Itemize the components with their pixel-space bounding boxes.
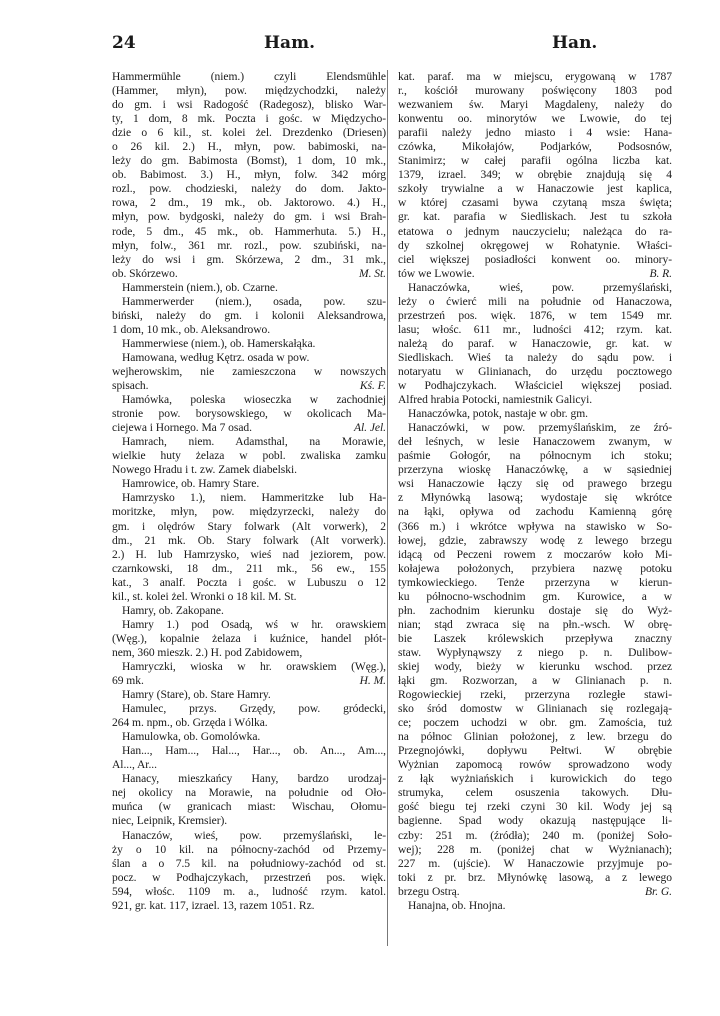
text-line: ce; poczem uchodzi w obr. gm. Zamościa, tuż — [398, 717, 672, 730]
text-line: należą do paraf. w Hanaczowie, gr. kat. w — [398, 337, 672, 350]
text-line: przestrzeń pos. więk. 1876, w tem 1549 mr. — [398, 309, 672, 322]
text-line: przerzyna wioskę Hanaczówkę, a w sąsiedniej — [398, 464, 672, 477]
text-line: toki z pr. brz. Młynówkę lasową, a z lewego — [398, 871, 672, 884]
text-line: spisach. Kś. F. — [112, 380, 386, 393]
text-line: rode, 5 dm., 45 mk., ob. Hammerhuta. 5.) H., — [112, 225, 386, 238]
text-line: na północ Glinian położonej, z lew. brzegu do — [398, 731, 672, 744]
text-line: Hamulowka, ob. Gomolówka. — [122, 731, 261, 744]
text-line: Hamrzysko 1.), niem. Hammeritzke lub Ha- — [122, 492, 386, 505]
text-line: młyn, folw., 361 mr. rozl., pow. szubiński, na- — [112, 239, 386, 252]
text-line: szkoły trywialne a w Hanaczowie jest kaplica, — [398, 183, 672, 196]
text-line: skiej wody, bieży w kierunku wschod. przez — [398, 660, 672, 673]
text-line: z Młynówką lasową; wydostaje się wkrótce — [398, 492, 672, 505]
page-header — [112, 33, 672, 55]
text-line: wsi Hanaczowie łączy się od prawego brzegu — [398, 478, 672, 491]
text-line: Hamryczki, wioska w hr. orawskiem (Węg.), — [122, 660, 386, 673]
text-line: ciel większej posiadłości konwent oo. minory- — [398, 253, 672, 266]
text-line: 227 m. (ujście). W Hanaczowie przyjmuje po- — [398, 857, 672, 870]
text-line: wej); 228 m. (poniżej chat w Wyżnianach); — [398, 843, 672, 856]
text-line: nej okolicy na Morawie, na południe od Oło- — [112, 787, 386, 800]
text-line: Hammermühle (niem.) czyli Elendsmühle — [112, 71, 386, 83]
text-line: Han..., Ham..., Hal..., Har..., ob. An..., Am..., — [122, 745, 386, 758]
text-line: 264 m. npm., ob. Grzęda i Wólka. — [112, 717, 268, 730]
text-line: tymkowieckiego. Tenże przerzyna w kierun- — [398, 576, 672, 589]
text-line: dzie o 6 kil., st. kolei żel. Drezdenko (Driesen) — [112, 127, 386, 140]
text-line: konwentu oo. minorytów we Lwowie, do tej — [398, 113, 672, 126]
text-line: deł leśnych, w lesie Hanaczowem zwanym, w — [398, 436, 672, 449]
text-line: paśmie Gołogór, na północnym ich stoku; — [398, 450, 672, 463]
text-line: (Hammer, młyn), pow. międzychodzki, należy — [112, 85, 386, 98]
text-line: Alfred hrabia Potocki, namiestnik Galicyi. — [398, 394, 593, 407]
text-line: Hanaczówka, potok, nastaje w obr. gm. — [408, 408, 588, 421]
text-line: gm. i olędrów Stary folwark (Alt vorwerk), 2 — [112, 520, 386, 533]
text-line: ślan a o 7.5 kil. na południowy-zachód od st. — [112, 857, 386, 870]
text-line: 1379, izrael. 349; w obrębie znajdują się 4 — [398, 169, 672, 182]
text-line: notaryatu w Glinianach, do urzędu pocztowego — [398, 365, 672, 378]
text-line: dy szkolnej okręgowej w Rohatynie. Właści- — [398, 239, 672, 252]
text-line: dm., 21 mk. Ob. Stary folwark (Alt vorwerk). — [112, 534, 386, 547]
text-line: r., kościół murowany poświęcony 1803 pod — [398, 85, 672, 98]
text-line: ob. Babimost. 3.) H., młyn, folw. 342 mórg — [112, 169, 386, 182]
text-line: Hamry 1.) pod Osadą, wś w hr. orawskiem — [122, 618, 386, 631]
text-line: idącą od Peczeni rowem z moczarów koło Mi- — [398, 548, 672, 561]
right-column — [398, 70, 672, 913]
text-line: 921, gr. kat. 117, izrael. 13, razem 1051. Rz. — [112, 899, 315, 912]
text-line: ży o 10 kil. na północny-zachód od Przemy- — [112, 843, 386, 856]
text-line: łowej, gdzie, zabrawszy wodę z lewego brzegu — [398, 534, 672, 547]
text-line: Al..., Ar... — [112, 759, 157, 772]
text-line: kil., st. kolei żel. Wronki o 18 kil. M. St. — [112, 590, 297, 603]
text-line: 1 dom, 10 mk., ob. Aleksandrowo. — [112, 323, 271, 336]
text-line: stronie pow. borysowskiego, w okolicach Ma- — [112, 408, 386, 421]
text-line: Hamry (Stare), ob. Stare Hamry. — [122, 689, 271, 702]
text-line: lasu; włośc. 611 mr., ludności 412; rzym. kat. — [398, 323, 672, 336]
text-line: gość biegu tej rzeki czyni 30 kil. Wody jej są — [398, 801, 672, 814]
text-line: Hamrach, niem. Adamsthal, na Morawie, — [122, 436, 386, 449]
text-line: wejherowskim, nie zamieszczona w nowszych — [112, 365, 386, 378]
text-line: Hamowana, według Kętrz. osada w pow. — [122, 351, 310, 364]
text-line: Hanaczówka, wieś, pow. przemyślański, — [408, 281, 672, 294]
text-line: strumyka, celem osuszenia takowych. Dłu- — [398, 787, 672, 800]
text-line: niec, Leipnik, Kremsier). — [112, 815, 228, 828]
text-line: moritzke, młyn, pow. międzyrzecki, należy do — [112, 506, 386, 519]
text-line: Hamówka, poleska wioseczka w zachodniej — [122, 394, 386, 407]
text-line: Przegnojówki, dopływu Pełtwi. W obrębie — [398, 745, 672, 758]
text-line: biński, należy do gm. i kolonii Aleksandrowa, — [112, 309, 386, 322]
column-divider — [387, 70, 388, 946]
text-line: 69 mk. H. M. — [112, 675, 386, 688]
text-line: Hanajna, ob. Hnojna. — [408, 899, 506, 912]
text-line: 2.) H. lub Hamrzysko, wieś nad jeziorem, pow. — [112, 548, 386, 561]
text-line: łąki gm. Rozworzan, a w Glinianach p. n. — [398, 675, 672, 688]
text-line: czarnkowski, 18 dm., 211 mk., 56 ew., 155 — [112, 562, 386, 575]
text-line: (366 m.) i wkrótce wpływa na stawisko w So- — [398, 520, 672, 533]
text-line: leży o ćwierć mili na południe od Hanaczowa, — [398, 295, 672, 308]
left-column — [112, 70, 386, 913]
text-line: Hamry, ob. Zakopane. — [122, 604, 224, 617]
text-line: Wyżnian zapomocą rowów sprowadzono wody — [398, 759, 672, 772]
text-line: kołajewa położonych, przybiera nazwę potoku — [398, 562, 672, 575]
text-line: czówka, Mikołajów, Podjarków, Podsosnów, — [398, 141, 672, 154]
text-line: na łąki, opływa od zachodu Kamienną górę — [398, 506, 672, 519]
text-line: Hanacy, mieszkańcy Hany, bardzo urodzaj- — [122, 773, 386, 786]
text-line: ty, 1 dom, 8 mk. Poczta i gośc. w Międzycho- — [112, 113, 386, 126]
text-line: w Podhajczykach. Właściciel większej posiad. — [398, 380, 672, 393]
text-line: pocz. w Podhajczykach, przestrzeń pos. więk. — [112, 871, 386, 884]
text-line: Nowego Hradu i t. zw. Zamek diabelski. — [112, 464, 297, 477]
text-line: Hamrowice, ob. Hamry Stare. — [122, 478, 260, 491]
text-line: ob. Skórzewo. M. St. — [112, 267, 386, 280]
text-line: leży do wsi i gm. Skórzewa, 2 dm., 31 mk., — [112, 253, 386, 266]
text-line: parafii należy jedno miasto i 4 wsie: Hana- — [398, 127, 672, 140]
text-line: Hammerstein (niem.), ob. Czarne. — [122, 281, 278, 294]
text-line: płn. zachodnim kierunku dostaje się do Wyż- — [398, 604, 672, 617]
page-number: 24 — [112, 33, 136, 53]
text-line: muńca (w granicach miast: Wischau, Ołomu- — [112, 801, 386, 814]
text-line: rozl., pow. chodzieski, należy do dom. Jakto- — [112, 183, 386, 196]
text-line: Hamulec, przys. Grzędy, pow. gródecki, — [122, 703, 386, 716]
text-line: kat., 3 analf. Poczta i gośc. w Lubuszu o 12 — [112, 576, 386, 589]
text-line: Hanaczówki, w pow. przemyślańskim, ze źró- — [408, 422, 672, 435]
text-line: Stanimirz; w całej parafii ogólna liczba kat. — [398, 155, 672, 168]
text-line: w której czasami bywa czytaną msza święta; — [398, 197, 672, 210]
text-line: do gm. i wsi Radogość (Radegosz), blisko War- — [112, 99, 386, 112]
text-line: wielkie huty żelaza w pobl. zwaliska zamku — [112, 450, 386, 463]
text-line: Rogowieckiej rzeki, przerzyna rozległe stawi- — [398, 689, 672, 702]
text-line: Hammerwiese (niem.), ob. Hamerskałąka. — [122, 337, 316, 350]
text-line: etatowa o jednym nauczycielu; należąca do ra- — [398, 225, 672, 238]
text-line: (Węg.), kopalnie żelaza i kuźnice, handel płót- — [112, 632, 386, 645]
text-line: gr. kat. parafia w Siedliskach. Jest tu szkoła — [398, 211, 672, 224]
text-line: Siedliskach. Wieś ta należy do sądu pow. i — [398, 351, 672, 364]
text-line: nian; stąd zwraca się na płn.-wsch. W obrę- — [398, 618, 672, 631]
text-line: leży do gm. Babimosta (Bomst), 1 dom, 10 mk., — [112, 155, 386, 168]
text-line: brzegu Ostrą. Br. G. — [398, 885, 672, 898]
right-running-head: Han. — [552, 33, 598, 53]
text-line: ciejewa i Hornego. Ma 7 osad. Al. Jel. — [112, 422, 386, 435]
text-line: bagienne. Spad wody okazują następujące li- — [398, 815, 672, 828]
text-line: wezwaniem św. Maryi Magdaleny, należy do — [398, 99, 672, 112]
text-line: młyn, pow. bydgoski, należy do gm. i wsi Brah- — [112, 211, 386, 224]
text-line: rowa, 2 dm., 19 mk., ob. Jaktorowo. 4.) H., — [112, 197, 386, 210]
text-line: Hammerwerder (niem.), osada, pow. szu- — [122, 295, 386, 308]
text-line: Hanaczów, wieś, pow. przemyślański, le- — [122, 829, 386, 842]
text-line: o 26 kil. 2.) H., młyn, pow. babimoski, na- — [112, 141, 386, 154]
text-line: nem, 360 mieszk. 2.) H. pod Zabidowem, — [112, 646, 303, 659]
text-line: tów we Lwowie. B. R. — [398, 267, 672, 280]
text-line: sko śród domostw w Glinianach się rozlegają- — [398, 703, 672, 716]
text-line: 594, włośc. 1109 m. a., ludność rzym. katol. — [112, 885, 386, 898]
text-line: czby: 251 m. (źródła); 240 m. (poniżej Soło- — [398, 829, 672, 842]
text-line: staw. Wypłynąwszy z niego p. n. Dulibow- — [398, 646, 672, 659]
left-running-head: Ham. — [264, 33, 315, 53]
text-line: ku północno-wschodnim gm. Kurowice, a w — [398, 590, 672, 603]
text-line: z łąk wyżniańskich i kurowickich do tego — [398, 773, 672, 786]
text-line: kat. paraf. ma w miejscu, erygowaną w 1787 — [398, 71, 672, 83]
text-line: bie Laszek królewskich przepływa znaczny — [398, 632, 672, 645]
